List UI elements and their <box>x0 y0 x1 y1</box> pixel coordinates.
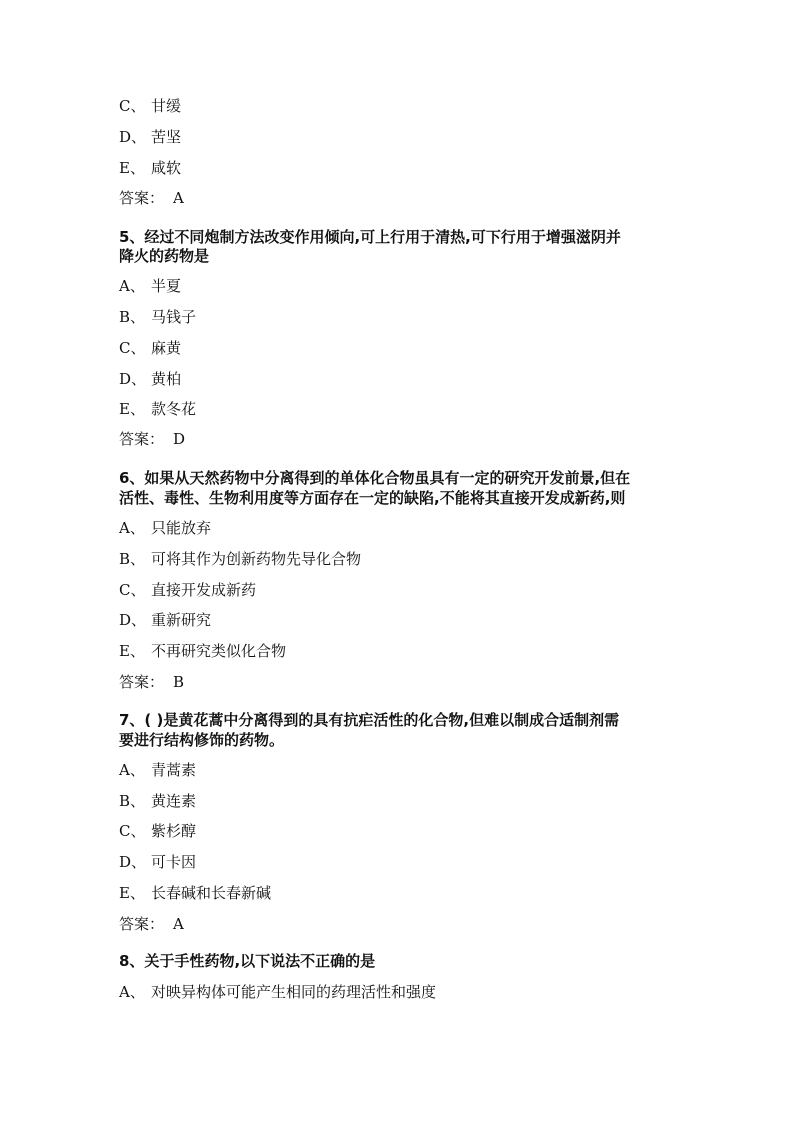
question-7-line-2: 要进行结构修饰的药物。 <box>119 731 285 749</box>
question-7-line-1: 7、( )是黄花蒿中分离得到的具有抗疟活性的化合物,但难以制成合适制剂需 <box>119 711 620 729</box>
option-a: A、 半夏 <box>119 277 182 295</box>
option-b: B、 可将其作为创新药物先导化合物 <box>119 550 362 568</box>
question-8-line-1: 8、关于手性药物,以下说法不正确的是 <box>119 952 376 970</box>
option-d: D、 苦坚 <box>119 128 182 146</box>
option-a: A、 青蒿素 <box>119 761 197 779</box>
option-e: E、 不再研究类似化合物 <box>119 642 287 660</box>
question-6-line-2: 活性、毒性、生物利用度等方面存在一定的缺陷,不能将其直接开发成新药,则 <box>119 489 626 507</box>
option-e: E、 长春碱和长春新碱 <box>119 884 272 902</box>
option-a: A、 对映异构体可能产生相同的药理活性和强度 <box>119 983 437 1001</box>
answer-line: 答案： B <box>119 673 185 691</box>
option-e: E、 款冬花 <box>119 400 197 418</box>
option-c: C、 麻黄 <box>119 339 182 357</box>
option-b: B、 马钱子 <box>119 308 197 326</box>
option-c: C、 直接开发成新药 <box>119 581 257 599</box>
question-6-line-1: 6、如果从天然药物中分离得到的单体化合物虽具有一定的研究开发前景,但在 <box>119 469 631 487</box>
answer-line: 答案： A <box>119 189 184 207</box>
option-d: D、 重新研究 <box>119 611 212 629</box>
option-c: C、 紫杉醇 <box>119 822 197 840</box>
option-c: C、 甘缓 <box>119 97 182 115</box>
answer-line: 答案： D <box>119 430 186 448</box>
question-5-line-1: 5、经过不同炮制方法改变作用倾向,可上行用于清热,可下行用于增强滋阴并 <box>119 228 621 246</box>
option-e: E、 咸软 <box>119 159 182 177</box>
option-a: A、 只能放弃 <box>119 519 212 537</box>
question-5-line-2: 降火的药物是 <box>119 247 210 265</box>
option-d: D、 可卡因 <box>119 853 197 871</box>
option-d: D、 黄柏 <box>119 370 182 388</box>
answer-line: 答案： A <box>119 915 184 933</box>
option-b: B、 黄连素 <box>119 792 197 810</box>
